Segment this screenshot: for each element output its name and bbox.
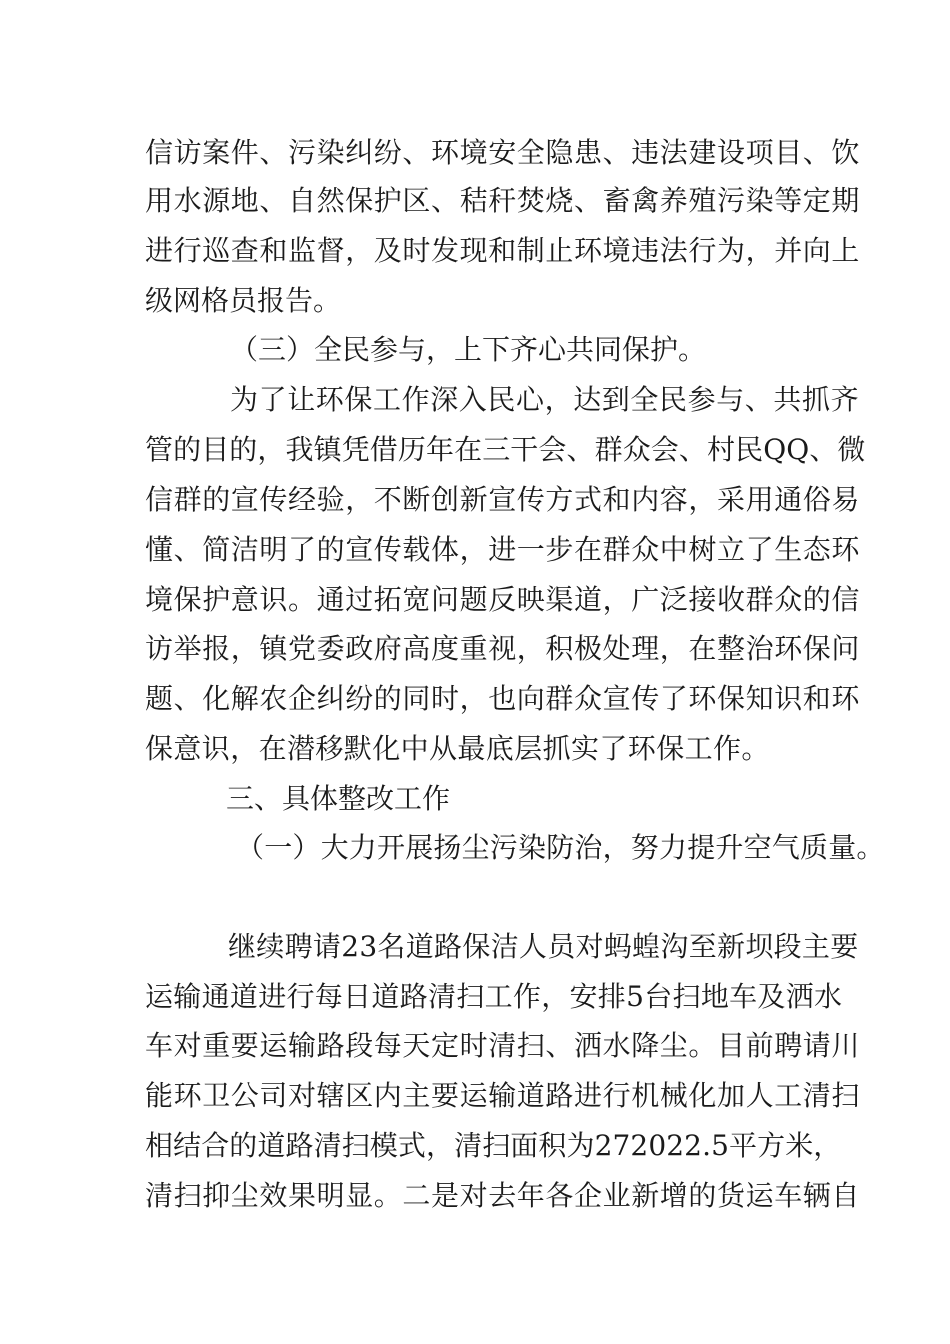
paragraph-line: 运输通道进行每日道路清扫工作，安排5台扫地车及洒水 (145, 980, 843, 1013)
paragraph-line: 相结合的道路清扫模式，清扫面积为272022.5平方米， (145, 1129, 842, 1162)
paragraph-line: 题、化解农企纠纷的同时，也向群众宣传了环保知识和环 (145, 682, 861, 715)
paragraph-line: 管的目的，我镇凭借历年在三干会、群众会、村民QQ、微 (145, 433, 866, 466)
paragraph-line: 保意识，在潜移默化中从最底层抓实了环保工作。 (145, 732, 770, 765)
paragraph-line: 继续聘请23名道路保洁人员对蚂蝗沟至新坝段主要 (228, 930, 859, 963)
paragraph-line: 用水源地、自然保护区、秸秆焚烧、畜禽养殖污染等定期 (145, 184, 861, 217)
paragraph-line: 能环卫公司对辖区内主要运输道路进行机械化加人工清扫 (145, 1079, 861, 1112)
paragraph-line: 级网格员报告。 (145, 284, 342, 317)
paragraph-line: 懂、简洁明了的宣传载体，进一步在群众中树立了生态环 (145, 533, 861, 566)
paragraph-line: 清扫抑尘效果明显。二是对去年各企业新增的货运车辆自 (145, 1179, 861, 1212)
subsection-heading: （一）大力开展扬尘污染防治，努力提升空气质量。 (236, 831, 885, 864)
paragraph-line: 信群的宣传经验，不断创新宣传方式和内容，采用通俗易 (145, 483, 861, 516)
section-heading: 三、具体整改工作 (226, 782, 451, 815)
paragraph-line: 访举报，镇党委政府高度重视，积极处理，在整治环保问 (145, 632, 861, 665)
paragraph-line: 为了让环保工作深入民心，达到全民参与、共抓齐 (230, 383, 860, 416)
paragraph-line: 信访案件、污染纠纷、环境安全隐患、违法建设项目、饮 (145, 136, 861, 169)
paragraph-line: 进行巡查和监督，及时发现和制止环境违法行为，并向上 (145, 234, 861, 267)
paragraph-line: 车对重要运输路段每天定时清扫、洒水降尘。目前聘请川 (145, 1029, 861, 1062)
subsection-heading: （三）全民参与，上下齐心共同保护。 (230, 333, 707, 366)
paragraph-line: 境保护意识。通过拓宽问题反映渠道，广泛接收群众的信 (145, 583, 861, 616)
